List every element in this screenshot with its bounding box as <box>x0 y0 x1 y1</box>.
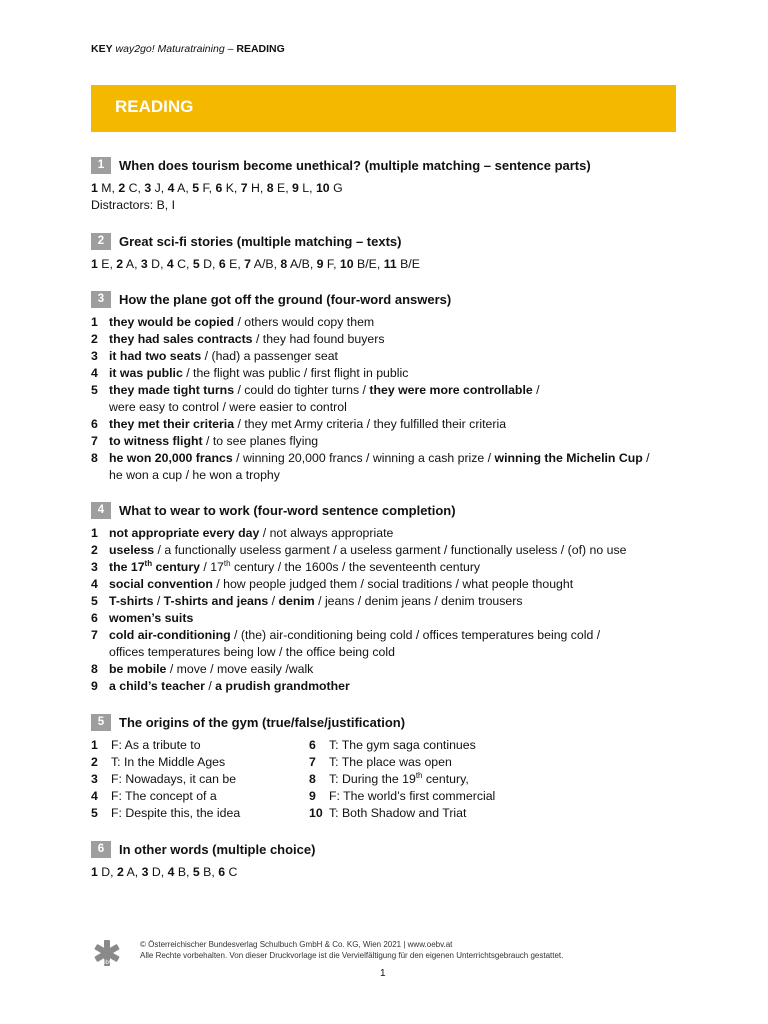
answer-number: 5 <box>192 257 200 271</box>
answer-number: 1 <box>91 257 98 271</box>
answer-value: D, <box>148 865 168 879</box>
alternative-answers: / not always appropriate <box>259 526 394 540</box>
tf-number: 3 <box>91 772 98 786</box>
tf-text: F: Nowadays, it can be <box>111 772 237 786</box>
answer-value: D, <box>147 257 167 271</box>
superscript: th <box>415 770 423 780</box>
tf-text: F: Despite this, the idea <box>111 806 241 820</box>
list-item <box>91 661 691 678</box>
tf-number: 9 <box>309 789 316 803</box>
item-number: 2 <box>91 332 98 346</box>
section-4-number: 4 <box>91 502 111 519</box>
alternative-answers: / they had found buyers <box>252 332 385 346</box>
item-number: 2 <box>91 543 98 557</box>
bold-answer: T-shirts <box>109 594 154 608</box>
item-text <box>109 610 193 627</box>
answer-number: 10 <box>315 181 330 195</box>
answer-value: A, <box>123 257 141 271</box>
item-continuation: he won a cup / he won a trophy <box>109 468 280 482</box>
answer-number: 3 <box>140 257 148 271</box>
tf-text: F: As a tribute to <box>111 738 201 752</box>
svg-text:öbv: öbv <box>102 960 112 966</box>
item-text <box>109 416 506 433</box>
answer-value: B/E <box>396 257 420 271</box>
item-number: 1 <box>91 315 98 329</box>
answer-number: 6 <box>218 257 226 271</box>
answer-value: F, <box>323 257 340 271</box>
bold-answer: they were more controllable <box>369 383 533 397</box>
alternative-answers: / they met Army criteria / they fulfilled their criteria <box>234 417 507 431</box>
alternative-answers: / to see planes flying <box>202 434 319 448</box>
item-number: 5 <box>91 383 98 397</box>
section-6-number: 6 <box>91 841 111 858</box>
list-item <box>91 433 691 450</box>
answer-number: 4 <box>167 865 175 879</box>
section-3-list <box>91 314 691 484</box>
document-header <box>91 43 285 55</box>
item-number: 8 <box>91 451 98 465</box>
list-item <box>91 627 691 644</box>
item-continuation: were easy to control / were easier to control <box>109 400 347 414</box>
answer-number: 2 <box>116 865 124 879</box>
answer-number: 9 <box>316 257 324 271</box>
answer-number: 7 <box>244 257 252 271</box>
answer-number: 1 <box>91 181 98 195</box>
bold-answer: to witness flight <box>109 434 203 448</box>
answer-value: G <box>329 181 343 195</box>
section-5-title: The origins of the gym (true/false/justification) <box>119 714 406 730</box>
section-1-answers <box>91 180 691 197</box>
alternative-answers: / the flight was public / first flight in public <box>182 366 409 380</box>
list-item <box>91 559 691 576</box>
bold-answer: social convention <box>109 577 213 591</box>
answer-value: H, <box>247 181 267 195</box>
bold-answer: it had two seats <box>109 349 202 363</box>
bold-answer: denim <box>278 594 315 608</box>
section-5-heading <box>91 713 691 731</box>
item-text <box>109 450 650 467</box>
section-3-heading <box>91 290 691 308</box>
tf-row <box>309 771 609 788</box>
answer-value: A/B, <box>287 257 317 271</box>
tf-number: 10 <box>309 806 323 820</box>
list-item <box>91 450 691 467</box>
alternative-answers: / <box>153 594 164 608</box>
alternative-answers: / winning 20,000 francs / winning a cash prize / <box>232 451 495 465</box>
item-number: 6 <box>91 611 98 625</box>
footer-line-1: © Österreichischer Bundesverlag Schulbuch GmbH & Co. KG, Wien 2021 | www.oebv.at <box>140 940 453 949</box>
bold-answer: the 17 <box>109 560 145 574</box>
bold-answer: a child’s teacher <box>109 679 205 693</box>
section-3-title: How the plane got off the ground (four-word answers) <box>119 291 452 307</box>
answer-number: 9 <box>292 181 299 195</box>
bold-answer: a prudish grandmother <box>215 679 350 693</box>
answer-number: 6 <box>215 181 223 195</box>
answer-number: 4 <box>166 257 174 271</box>
answer-value: A, <box>123 865 142 879</box>
answer-value: E, <box>273 181 293 195</box>
section-2-number: 2 <box>91 233 111 250</box>
tf-row <box>91 771 309 788</box>
list-item <box>91 525 691 542</box>
section-1-distractors: Distractors: B, I <box>91 198 176 212</box>
tf-number: 1 <box>91 738 98 752</box>
tf-number: 7 <box>309 755 316 769</box>
tf-row <box>309 788 609 805</box>
tf-text: T: During the 19th century, <box>329 770 469 786</box>
section-2-answers <box>91 256 691 273</box>
item-number: 7 <box>91 434 98 448</box>
list-item <box>91 314 691 331</box>
item-text <box>109 433 318 450</box>
tf-row <box>309 754 609 771</box>
answer-number: 5 <box>192 181 200 195</box>
tf-text: T: The gym saga continues <box>329 738 476 752</box>
answer-value: K, <box>222 181 241 195</box>
answer-number: 7 <box>240 181 248 195</box>
answer-number: 10 <box>339 257 354 271</box>
bold-answer: they would be copied <box>109 315 235 329</box>
list-item <box>91 678 691 695</box>
tf-number: 2 <box>91 755 98 769</box>
tf-text: T: Both Shadow and Triat <box>329 806 467 820</box>
tf-number: 6 <box>309 738 316 752</box>
item-text <box>109 661 313 678</box>
item-text <box>109 559 480 576</box>
section-1-title: When does tourism become unethical? (multiple matching – sentence parts) <box>119 157 591 173</box>
alternative-answers: / <box>532 383 540 397</box>
answer-number: 11 <box>383 257 397 271</box>
section-2 <box>91 232 691 273</box>
item-text <box>109 314 374 331</box>
item-number: 4 <box>91 366 98 380</box>
bold-answer: women’s suits <box>109 611 194 625</box>
alternative-answers: / (the) air-conditioning being cold / offices temperatures being cold / <box>230 628 601 642</box>
bold-answer: they met their criteria <box>109 417 235 431</box>
item-text <box>109 331 384 348</box>
bold-answer: T-shirts and jeans <box>163 594 269 608</box>
answer-value: J, <box>151 181 168 195</box>
bold-answer: he won 20,000 francs <box>109 451 233 465</box>
header-key: KEY <box>91 43 113 55</box>
superscript: th <box>144 558 153 568</box>
page-number: 1 <box>380 968 386 979</box>
item-text <box>109 542 626 559</box>
item-number: 3 <box>91 349 98 363</box>
bold-answer: century <box>152 560 200 574</box>
tf-row <box>91 737 309 754</box>
section-6-heading <box>91 840 691 858</box>
item-number: 5 <box>91 594 98 608</box>
item-number: 3 <box>91 560 98 574</box>
item-text <box>109 365 408 382</box>
section-4 <box>91 501 691 695</box>
section-5-grid <box>91 737 691 822</box>
alternative-answers: century / the 1600s / the seventeenth century <box>230 560 481 574</box>
section-2-heading <box>91 232 691 250</box>
item-text <box>109 593 522 610</box>
alternative-answers: / others would copy them <box>234 315 375 329</box>
list-item <box>91 331 691 348</box>
tf-text: T: The place was open <box>329 755 452 769</box>
tf-row <box>91 754 309 771</box>
item-number: 9 <box>91 679 98 693</box>
item-number: 4 <box>91 577 98 591</box>
answer-value: F, <box>199 181 216 195</box>
list-item <box>91 382 691 399</box>
alternative-answers: / jeans / denim jeans / denim trousers <box>314 594 523 608</box>
reading-banner <box>91 85 676 132</box>
answer-number: 6 <box>218 865 226 879</box>
alternative-answers: / <box>268 594 279 608</box>
answer-number: 2 <box>118 181 126 195</box>
alternative-answers: / <box>642 451 650 465</box>
answer-value: E, <box>225 257 245 271</box>
section-1 <box>91 156 691 214</box>
answer-value: E, <box>97 257 117 271</box>
item-number: 1 <box>91 526 98 540</box>
alternative-answers: / 17 <box>199 560 224 574</box>
tf-number: 5 <box>91 806 98 820</box>
section-3-number: 3 <box>91 291 111 308</box>
item-text <box>109 382 540 399</box>
bold-answer: it was public <box>109 366 183 380</box>
footer-copyright <box>140 939 563 961</box>
section-5 <box>91 713 691 822</box>
answer-number: 3 <box>144 181 152 195</box>
tf-text: F: The world’s first commercial <box>329 789 496 803</box>
tf-row <box>309 805 609 822</box>
superscript: th <box>223 558 231 568</box>
answer-value: D, <box>97 865 117 879</box>
answer-value: C, <box>125 181 145 195</box>
bold-answer: they had sales contracts <box>109 332 253 346</box>
list-item <box>91 542 691 559</box>
alternative-answers: / a functionally useless garment / a useless garment / functionally useless / (of) no use <box>154 543 627 557</box>
answer-value: A, <box>174 181 193 195</box>
section-4-title: What to wear to work (four-word sentence completion) <box>119 502 456 518</box>
answer-value: C, <box>173 257 193 271</box>
tf-row <box>309 737 609 754</box>
bold-answer: cold air-conditioning <box>109 628 231 642</box>
bold-answer: be mobile <box>109 662 167 676</box>
bold-answer: useless <box>109 543 155 557</box>
list-item <box>91 365 691 382</box>
answer-value: B/E, <box>353 257 384 271</box>
answer-value: B, <box>199 865 219 879</box>
tf-text: T: In the Middle Ages <box>111 755 226 769</box>
header-dash: – <box>227 43 234 55</box>
alternative-answers: / could do tighter turns / <box>234 383 370 397</box>
item-text <box>109 525 393 542</box>
answer-number: 5 <box>192 865 200 879</box>
oebv-logo-icon <box>92 938 122 968</box>
item-number: 7 <box>91 628 98 642</box>
section-4-heading <box>91 501 691 519</box>
answer-number: 3 <box>141 865 149 879</box>
item-continuation: offices temperatures being low / the office being cold <box>109 645 395 659</box>
banner-title: READING <box>115 97 194 116</box>
item-text <box>109 576 573 593</box>
answer-number: 4 <box>167 181 175 195</box>
answer-number: 8 <box>280 257 288 271</box>
section-1-number: 1 <box>91 157 111 174</box>
tf-number: 4 <box>91 789 98 803</box>
header-section: READING <box>236 43 285 55</box>
answer-value: A/B, <box>251 257 281 271</box>
item-text <box>109 678 350 695</box>
alternative-answers: / how people judged them / social traditions / what people thought <box>212 577 574 591</box>
tf-row <box>91 788 309 805</box>
header-book: way2go! Maturatraining <box>115 43 225 55</box>
answer-value: L, <box>298 181 316 195</box>
answer-number: 2 <box>116 257 124 271</box>
item-text <box>109 348 338 365</box>
answer-value: D, <box>199 257 219 271</box>
item-number: 8 <box>91 662 98 676</box>
answer-value: B, <box>174 865 193 879</box>
section-6 <box>91 840 691 881</box>
bold-answer: not appropriate every day <box>109 526 260 540</box>
answer-value: C <box>225 865 238 879</box>
section-1-heading <box>91 156 691 174</box>
section-5-number: 5 <box>91 714 111 731</box>
section-5-left-column <box>91 737 309 822</box>
answer-number: 8 <box>266 181 274 195</box>
section-3 <box>91 290 691 484</box>
list-item <box>91 610 691 627</box>
answer-value: M, <box>97 181 119 195</box>
list-item <box>91 348 691 365</box>
item-number: 6 <box>91 417 98 431</box>
section-6-answers <box>91 864 691 881</box>
alternative-answers: / (had) a passenger seat <box>201 349 338 363</box>
section-5-right-column <box>309 737 609 822</box>
answer-number: 1 <box>91 865 98 879</box>
list-item <box>91 593 691 610</box>
bold-answer: winning the Michelin Cup <box>494 451 643 465</box>
footer-line-2: Alle Rechte vorbehalten. Von dieser Druckvorlage ist die Vervielfältigung für den eigenen Unterrichtsgebrauch gestattet. <box>140 951 564 960</box>
alternative-answers: / move / move easily /walk <box>166 662 314 676</box>
list-item <box>91 416 691 433</box>
section-2-title: Great sci-fi stories (multiple matching – texts) <box>119 233 402 249</box>
tf-row <box>91 805 309 822</box>
bold-answer: they made tight turns <box>109 383 235 397</box>
tf-text: F: The concept of a <box>111 789 217 803</box>
list-item <box>91 576 691 593</box>
alternative-answers: / <box>204 679 216 693</box>
tf-number: 8 <box>309 772 316 786</box>
section-6-title: In other words (multiple choice) <box>119 841 316 857</box>
item-text <box>109 627 600 644</box>
section-4-list <box>91 525 691 695</box>
